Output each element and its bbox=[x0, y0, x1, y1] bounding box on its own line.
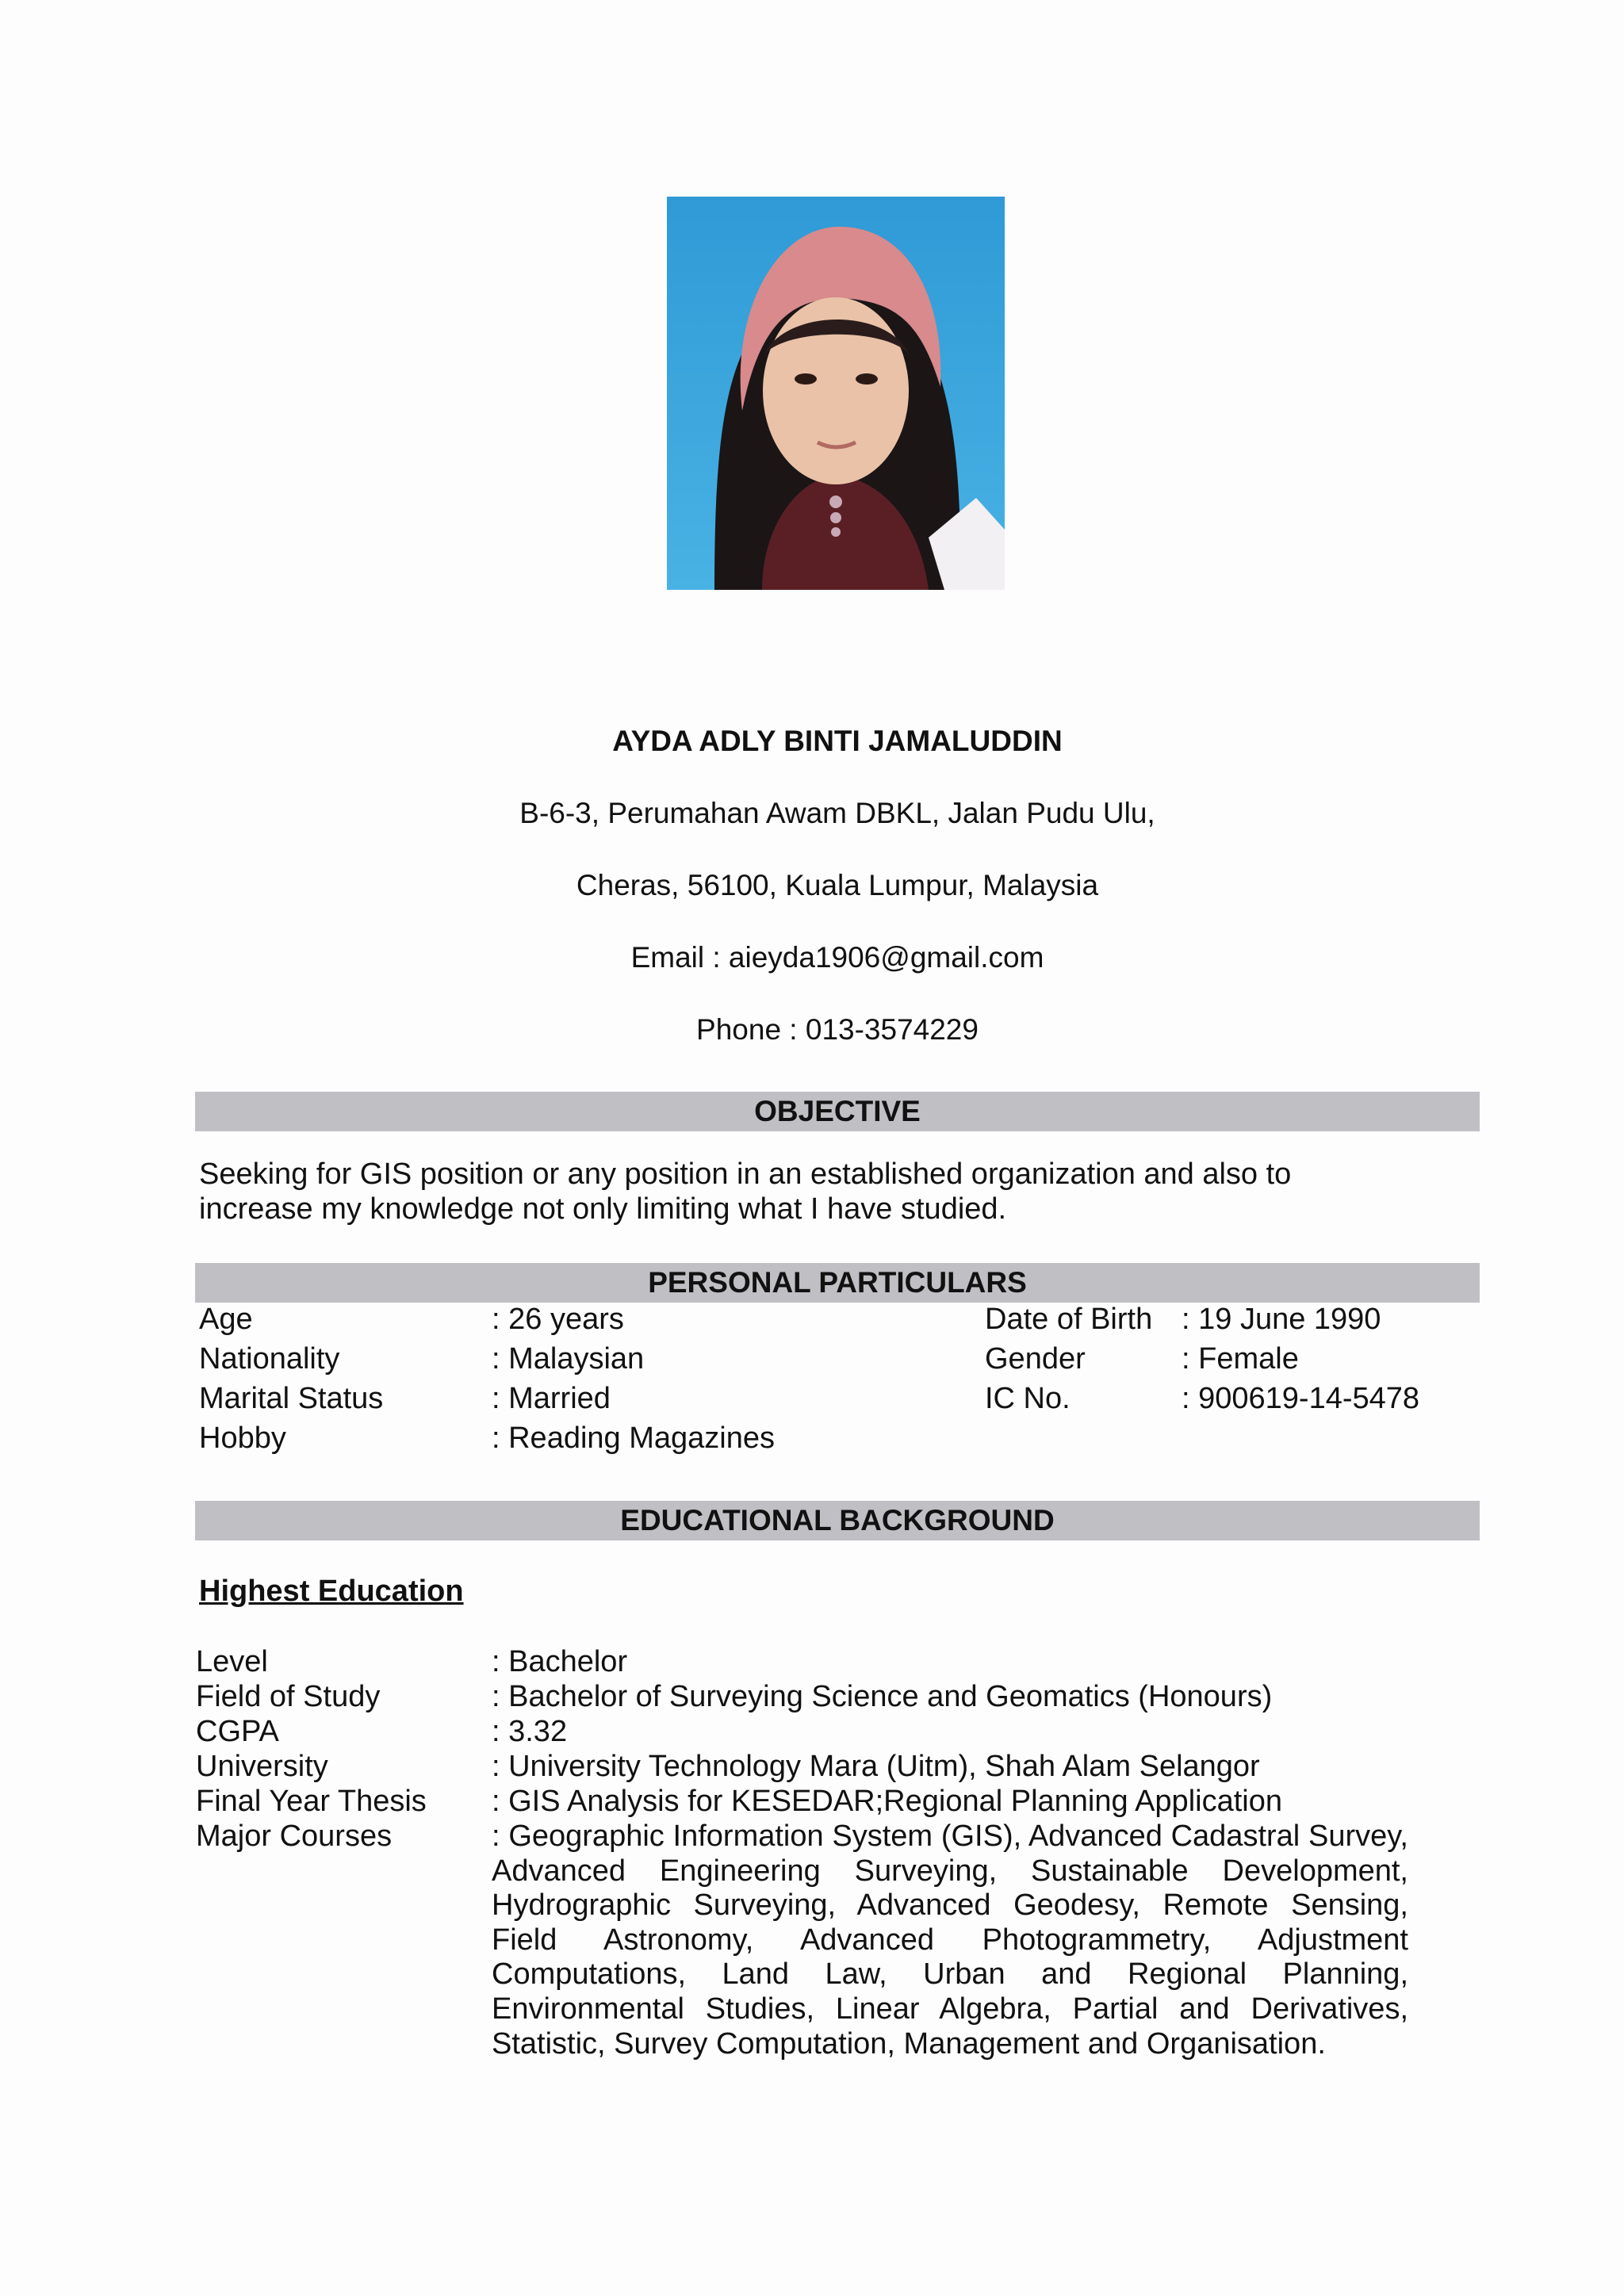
thesis-value: : GIS Analysis for KESEDAR;Regional Planning Application bbox=[492, 1785, 1282, 1818]
gender-label: Gender bbox=[985, 1342, 1086, 1376]
thesis-label: Final Year Thesis bbox=[196, 1785, 427, 1818]
email-text: Email : aieyda1906@gmail.com bbox=[630, 941, 1044, 974]
university-label: University bbox=[196, 1750, 328, 1783]
cgpa-label: CGPA bbox=[196, 1715, 279, 1748]
hobby-label: Hobby bbox=[199, 1422, 286, 1455]
applicant-name: AYDA ADLY BINTI JAMALUDDIN bbox=[612, 725, 1063, 757]
nationality-label: Nationality bbox=[199, 1342, 340, 1376]
personal-particulars-header: PERSONAL PARTICULARS bbox=[195, 1263, 1480, 1303]
dob-label: Date of Birth bbox=[985, 1303, 1153, 1336]
portrait-image bbox=[667, 197, 1005, 590]
ic-label: IC No. bbox=[985, 1382, 1071, 1415]
age-label: Age bbox=[199, 1303, 253, 1336]
profile-photo bbox=[667, 197, 1005, 590]
field-of-study-value: : Bachelor of Surveying Science and Geomatics (Honours) bbox=[492, 1680, 1273, 1713]
level-label: Level bbox=[196, 1645, 268, 1678]
educational-background-header: EDUCATIONAL BACKGROUND bbox=[195, 1501, 1480, 1540]
highest-education-subtitle: Highest Education bbox=[199, 1575, 464, 1608]
marital-status-value: : Married bbox=[492, 1382, 611, 1415]
marital-status-label: Marital Status bbox=[199, 1382, 384, 1415]
objective-header: OBJECTIVE bbox=[195, 1092, 1480, 1131]
hobby-value: : Reading Magazines bbox=[492, 1422, 775, 1455]
major-courses-label: Major Courses bbox=[196, 1820, 393, 1853]
level-value: : Bachelor bbox=[492, 1645, 628, 1678]
age-value: : 26 years bbox=[492, 1303, 624, 1336]
objective-line-1: Seeking for GIS position or any position in an established organization and also to bbox=[199, 1158, 1292, 1191]
university-value: : University Technology Mara (Uitm), Shah Alam Selangor bbox=[492, 1750, 1260, 1783]
address-line-1: B-6-3, Perumahan Awam DBKL, Jalan Pudu Ulu, bbox=[519, 797, 1155, 829]
phone-text: Phone : 013-3574229 bbox=[696, 1013, 979, 1046]
nationality-value: : Malaysian bbox=[492, 1342, 645, 1376]
major-courses-value: : Geographic Information System (GIS), Advanced Cadastral Survey, Advanced Engineering Surveying, Sustainable Development, Hydrographic Surveying, Advanced Geodesy, Remote Sensing, Field Astronomy, Advanced Photogrammetry, Adjustment Computations, Land Law, Urban and Regional Planning, Environmental Studies, Linear Algebra, Partial and Derivatives, Statistic, Survey Computation, Management and Organisation. bbox=[492, 1820, 1408, 2061]
address-line-2: Cheras, 56100, Kuala Lumpur, Malaysia bbox=[576, 869, 1099, 901]
ic-value: : 900619-14-5478 bbox=[1182, 1382, 1420, 1415]
cgpa-value: : 3.32 bbox=[492, 1715, 568, 1748]
dob-value: : 19 June 1990 bbox=[1182, 1303, 1381, 1336]
objective-line-2: increase my knowledge not only limiting what I have studied. bbox=[199, 1192, 1007, 1226]
field-of-study-label: Field of Study bbox=[196, 1680, 381, 1713]
gender-value: : Female bbox=[1182, 1342, 1299, 1376]
